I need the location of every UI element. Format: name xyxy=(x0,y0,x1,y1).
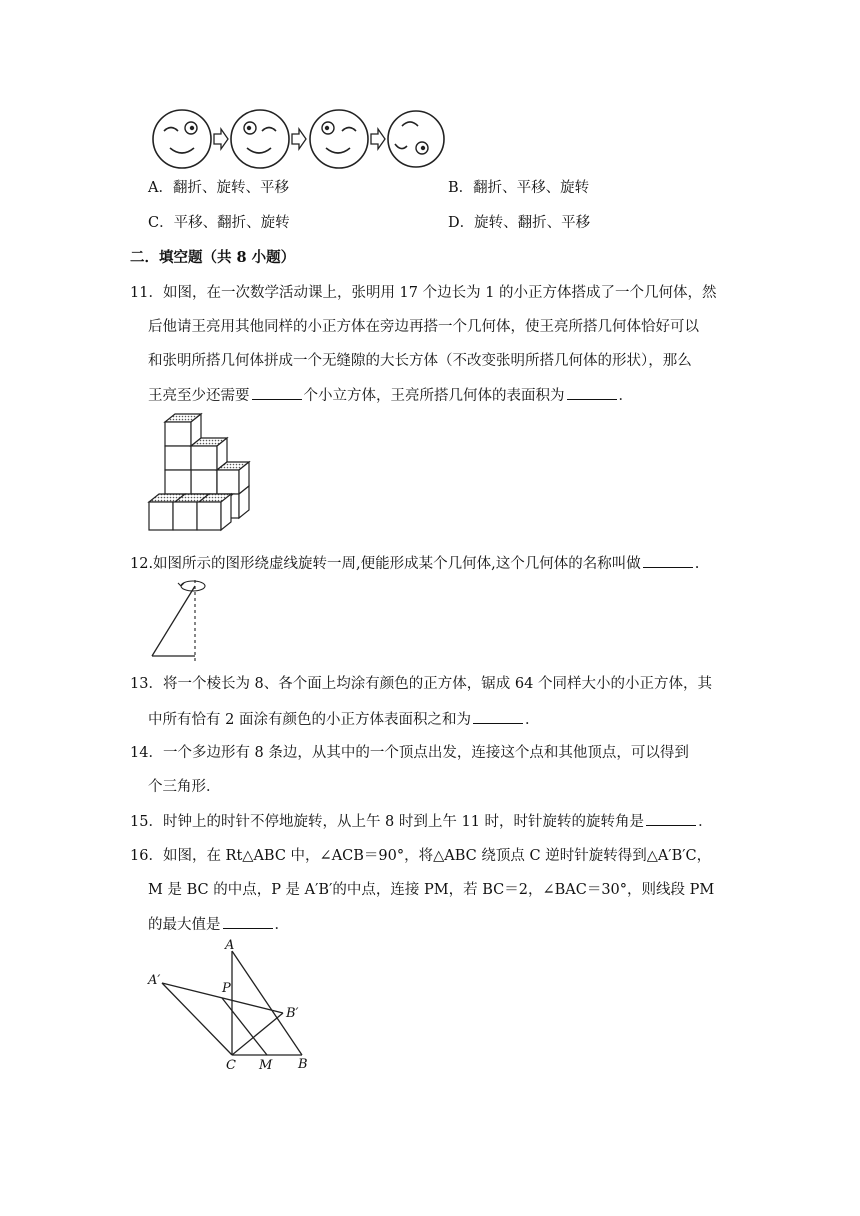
label-p: P xyxy=(222,981,231,996)
label-b: B xyxy=(298,1057,308,1072)
q16-line2: M 是 BC 的中点，P 是 A′B′的中点，连接 PM，若 BC＝2，∠BAC＝30°，则线段 PM xyxy=(148,882,715,898)
option-d: D．旋转、翻折、平移 xyxy=(448,215,591,231)
face-2 xyxy=(231,110,289,168)
cube-stack-figure xyxy=(145,412,255,538)
option-c: C．平移、翻折、旋转 xyxy=(148,215,290,231)
answer-blank[interactable] xyxy=(252,385,302,400)
q11-line4: 王亮至少还需要 个小立方体，王亮所搭几何体的表面积为 ． xyxy=(148,385,633,406)
q12-text: 12.如图所示的图形绕虚线旋转一周,便能形成某个几何体,这个几何体的名称叫做 xyxy=(130,556,641,572)
q15-line: 15．时钟上的时针不停地旋转，从上午 8 时到上午 11 时，时针旋转的旋转角是 ． xyxy=(130,811,713,832)
answer-blank[interactable] xyxy=(567,385,617,400)
q16-line3: 的最大值是 ． xyxy=(148,914,289,935)
q14-line1: 14．一个多边形有 8 条边，从其中的一个顶点出发，连接这个点和其他顶点，可以得到 xyxy=(130,745,689,761)
q16-line1: 16．如图，在 Rt△ABC 中，∠ACB＝90°，将△ABC 绕顶点 C 逆时针旋转得到△A′B′C， xyxy=(130,848,712,864)
answer-blank[interactable] xyxy=(223,914,273,929)
face-1 xyxy=(153,110,211,168)
label-b-prime: B′ xyxy=(286,1006,299,1021)
answer-blank[interactable] xyxy=(473,709,523,724)
rotation-triangle-figure xyxy=(145,576,215,666)
q11-line2: 后他请王亮用其他同样的小正方体在旁边再搭一个几何体，使王亮所搭几何体恰好可以 xyxy=(148,319,699,335)
arrow-right-icon xyxy=(371,129,385,149)
option-a: A．翻折、旋转、平移 xyxy=(148,180,289,196)
q12-line: 12.如图所示的图形绕虚线旋转一周,便能形成某个几何体,这个几何体的名称叫做 . xyxy=(130,553,699,574)
face-3 xyxy=(310,110,368,168)
arrow-right-icon xyxy=(214,129,228,149)
face-4 xyxy=(388,111,444,167)
q11-text-a: 王亮至少还需要 xyxy=(148,388,250,404)
section-heading: 二．填空题（共 8 小题） xyxy=(130,249,296,266)
label-a-prime: A′ xyxy=(148,973,161,988)
option-b: B．翻折、平移、旋转 xyxy=(448,180,590,196)
q13-line1: 13．将一个棱长为 8、各个面上均涂有颜色的正方体，锯成 64 个同样大小的小正方体，其 xyxy=(130,676,712,692)
faces-figure xyxy=(150,106,445,172)
q11-line1: 11．如图，在一次数学活动课上，张明用 17 个边长为 1 的小正方体搭成了一个几何体，然 xyxy=(130,285,717,301)
q14-line2: 个三角形． xyxy=(148,779,221,795)
rotated-triangle-figure xyxy=(145,937,320,1072)
q13-line2: 中所有恰有 2 面涂有颜色的小正方体表面积之和为 ． xyxy=(148,709,539,730)
q11-line3: 和张明所搭几何体拼成一个无缝隙的大长方体（不改变张明所搭几何体的形状），那么 xyxy=(148,353,692,369)
answer-blank[interactable] xyxy=(643,553,693,568)
answer-blank[interactable] xyxy=(646,811,696,826)
label-m: M xyxy=(259,1058,273,1072)
label-a: A xyxy=(225,938,235,953)
q11-text-b: 个小立方体，王亮所搭几何体的表面积为 xyxy=(303,388,565,404)
arrow-right-icon xyxy=(292,129,306,149)
label-c: C xyxy=(226,1058,236,1072)
